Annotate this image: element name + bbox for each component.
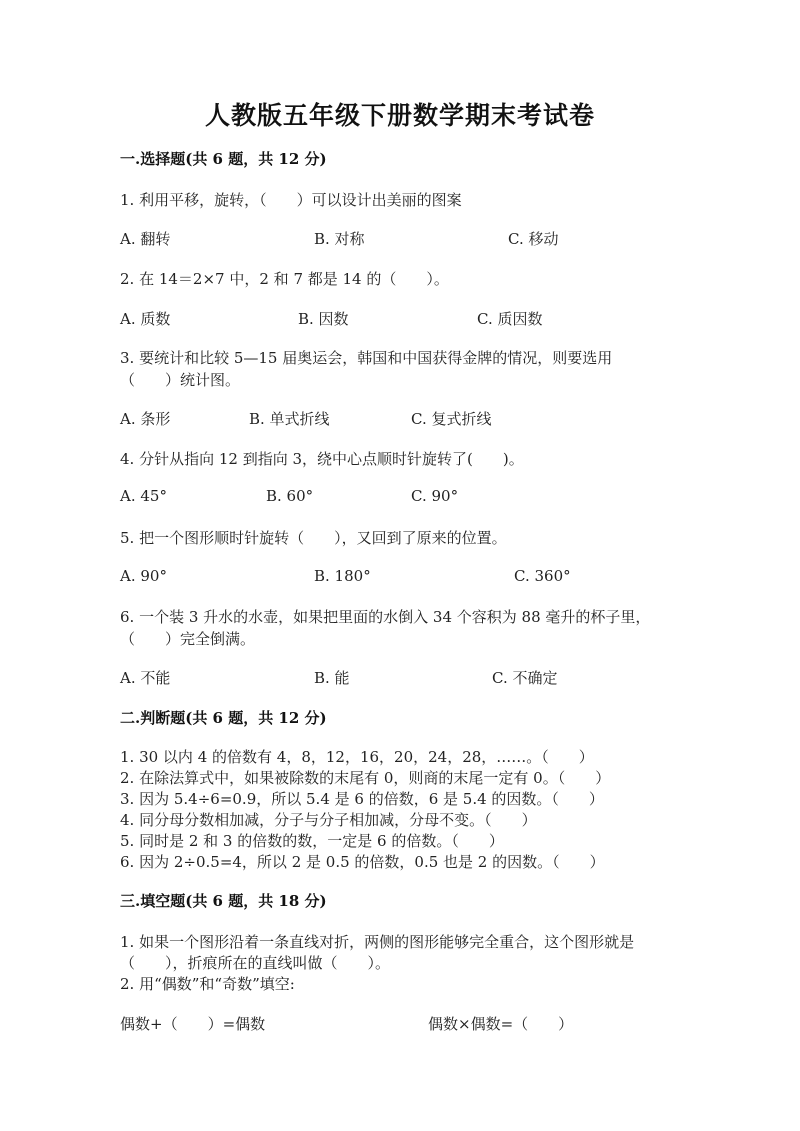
judgment-item: 5. 同时是 2 和 3 的倍数的数，一定是 6 的倍数。（ ） [120, 832, 504, 850]
option-a: A. 90° [120, 567, 167, 585]
option-c: C. 质因数 [477, 310, 543, 328]
page-title: 人教版五年级下册数学期末考试卷 [204, 101, 595, 130]
option-b: B. 60° [266, 487, 314, 505]
question-stem: 2. 在 14＝2×7 中，2 和 7 都是 14 的（ ）。 [120, 270, 449, 288]
section-heading-judgment: 二.判断题(共 6 题，共 12 分) [120, 709, 327, 727]
question-stem-continued: （ ）统计图。 [120, 371, 241, 389]
option-c: C. 90° [411, 487, 459, 505]
option-a: A. 不能 [120, 669, 171, 687]
option-a: A. 质数 [120, 310, 171, 328]
option-b: B. 单式折线 [249, 410, 330, 428]
question-stem-continued: （ ）完全倒满。 [120, 630, 256, 648]
option-a: A. 翻转 [120, 230, 171, 248]
judgment-item: 6. 因为 2÷0.5=4，所以 2 是 0.5 的倍数，0.5 也是 2 的因数。（ ） [120, 853, 605, 871]
option-b: B. 能 [314, 669, 350, 687]
judgment-item: 3. 因为 5.4÷6=0.9，所以 5.4 是 6 的倍数，6 是 5.4 的因数。（ ） [120, 790, 604, 808]
judgment-item: 1. 30 以内 4 的倍数有 4，8，12，16，20，24，28，……。（ ） [120, 748, 594, 766]
section-heading-fill-blank: 三.填空题(共 6 题，共 18 分) [120, 892, 327, 910]
judgment-item: 4. 同分母分数相加减，分子与分子相加减，分母不变。（ ） [120, 811, 537, 829]
fill-blank-left: 偶数+（ ）=偶数 [120, 1015, 266, 1033]
fill-blank-right: 偶数×偶数=（ ） [428, 1015, 574, 1033]
option-b: B. 180° [314, 567, 371, 585]
fill-question-stem: 1. 如果一个图形沿着一条直线对折，两侧的图形能够完全重合，这个图形就是 [120, 933, 635, 951]
question-stem: 1. 利用平移，旋转，（ ）可以设计出美丽的图案 [120, 191, 462, 209]
option-a: A. 条形 [120, 410, 171, 428]
section-heading-choice: 一.选择题(共 6 题，共 12 分) [120, 150, 327, 168]
fill-question-stem-continued: （ ），折痕所在的直线叫做（ ）。 [120, 954, 391, 972]
question-stem: 3. 要统计和比较 5—15 届奥运会，韩国和中国获得金牌的情况，则要选用 [120, 349, 613, 367]
option-b: B. 因数 [298, 310, 349, 328]
option-c: C. 360° [514, 567, 571, 585]
option-c: C. 复式折线 [411, 410, 492, 428]
question-stem: 6. 一个装 3 升水的水壶，如果把里面的水倒入 34 个容积为 88 毫升的杯子里， [120, 608, 651, 626]
option-c: C. 不确定 [492, 669, 558, 687]
option-c: C. 移动 [508, 230, 559, 248]
fill-question-stem: 2. 用“偶数”和“奇数”填空: [120, 975, 295, 993]
question-stem: 5. 把一个图形顺时针旋转（ ），又回到了原来的位置。 [120, 529, 507, 547]
option-b: B. 对称 [314, 230, 365, 248]
question-stem: 4. 分针从指向 12 到指向 3，绕中心点顺时针旋转了( )。 [120, 450, 524, 468]
judgment-item: 2. 在除法算式中，如果被除数的末尾有 0，则商的末尾一定有 0。（ ） [120, 769, 611, 787]
option-a: A. 45° [120, 487, 167, 505]
